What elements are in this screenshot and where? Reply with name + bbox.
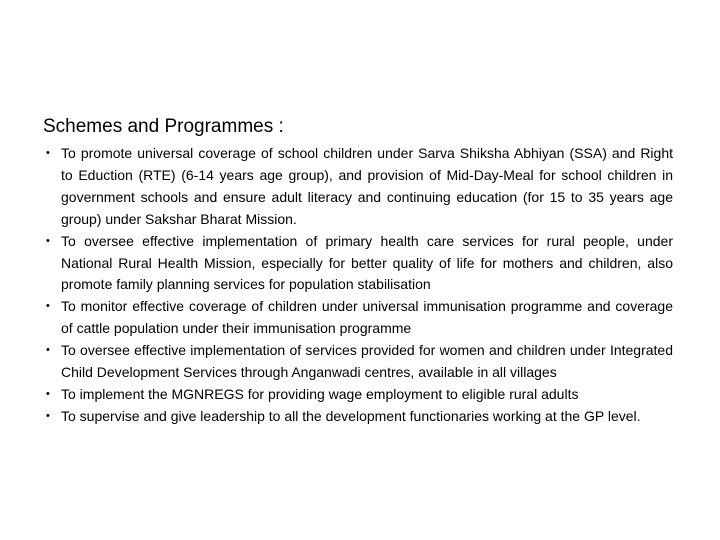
bullet-list	[44, 143, 673, 428]
bullet-icon: •	[46, 300, 50, 313]
bullet-icon: •	[46, 234, 50, 247]
bullet-text: To monitor effective coverage of children under universal immunisation programme and coverage of cattle population under their immunisation programme	[61, 298, 673, 337]
bullet-item	[44, 406, 673, 428]
bullet-text: To oversee effective implementation of services provided for women and children under Integrated Child Development Services through Anganwadi centres, available in all villages	[61, 342, 673, 381]
bullet-item	[44, 231, 673, 297]
bullet-item	[44, 143, 673, 231]
slide-title: Schemes and Programmes :	[43, 116, 284, 137]
bullet-item	[44, 340, 673, 384]
bullet-icon: •	[46, 409, 50, 422]
bullet-item	[44, 384, 673, 406]
bullet-icon: •	[46, 387, 50, 400]
bullet-text: To supervise and give leadership to all the development functionaries working at the GP level.	[61, 407, 641, 424]
bullet-text: To implement the MGNREGS for providing wage employment to eligible rural adults	[61, 385, 579, 402]
bullet-text: To promote universal coverage of school children under Sarva Shiksha Abhiyan (SSA) and Right to Eduction (RTE) (6-14 years age group), and provision of Mid-Day-Meal for school children in government schools and ensure adult literacy and continuing education (for 15 to 35 years age group) under Sakshar Bharat Mission.	[61, 145, 673, 227]
bullet-icon: •	[46, 344, 50, 357]
bullet-item	[44, 296, 673, 340]
bullet-icon: •	[46, 147, 50, 159]
bullet-text: To oversee effective implementation of primary health care services for rural people, under National Rural Health Mission, especially for better quality of life for mothers and children, also promote family planning services for population stabilisation	[61, 232, 673, 293]
